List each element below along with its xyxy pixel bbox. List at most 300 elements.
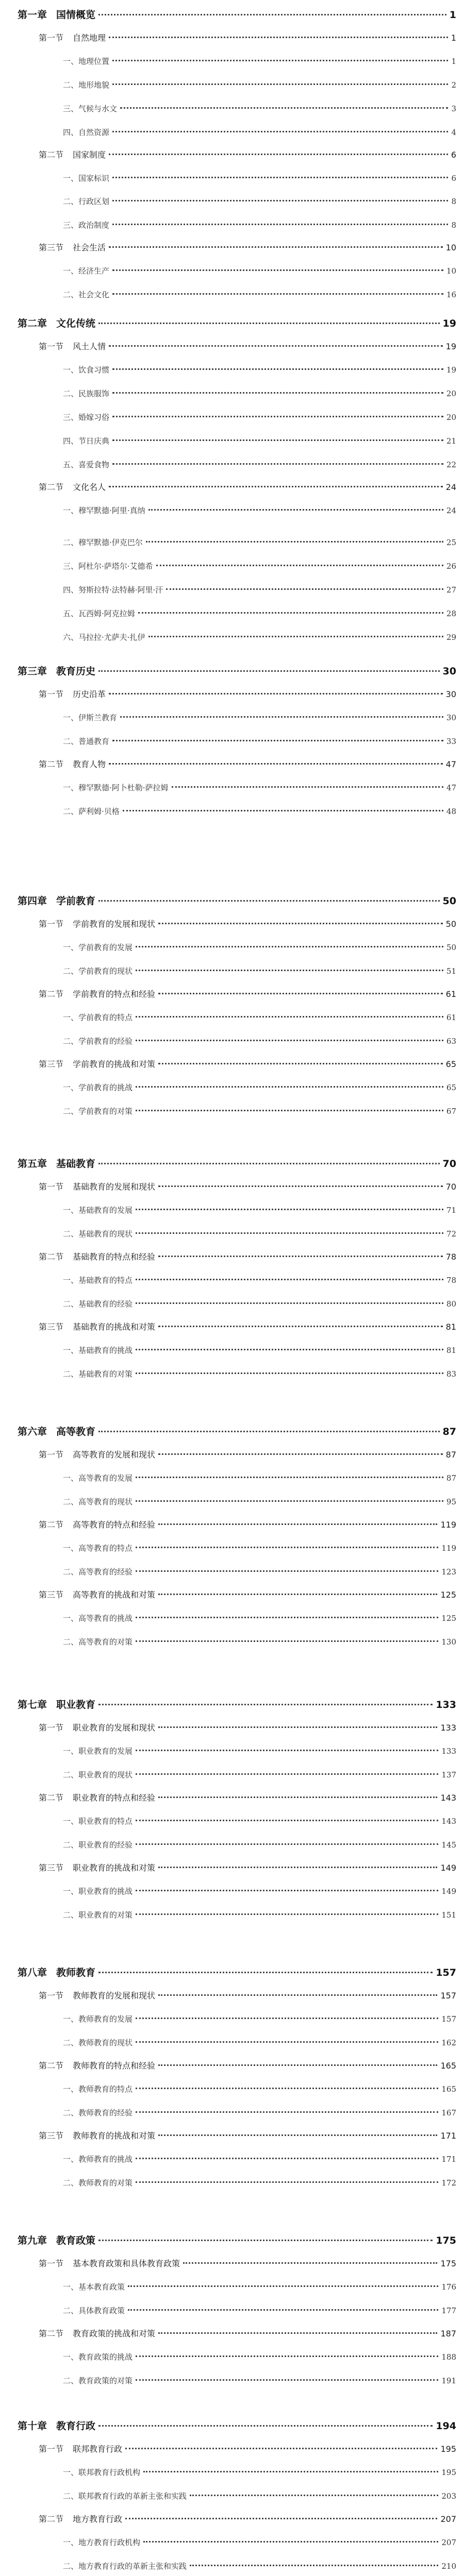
dot-leader <box>98 323 440 324</box>
toc-page-number: 4 <box>451 128 456 137</box>
toc-number: 第一节 <box>39 1991 64 2001</box>
toc-page-number: 16 <box>446 290 456 299</box>
toc-item-row[interactable] <box>63 1638 456 1646</box>
toc-section-row[interactable] <box>39 1724 456 1732</box>
toc-chapter-row[interactable] <box>18 319 456 329</box>
toc-item-row[interactable] <box>63 1475 456 1482</box>
toc-number: 第二节 <box>39 2514 64 2524</box>
toc-title: 二、基础教育的对策 <box>63 1369 133 1379</box>
toc-page-number: 19 <box>445 342 456 351</box>
toc-chapter-row[interactable] <box>18 2421 456 2431</box>
toc-item-row[interactable] <box>63 1300 456 1308</box>
toc-number: 第七章 <box>18 1699 47 1710</box>
toc-section-row[interactable] <box>39 1183 456 1191</box>
toc-page-number: 207 <box>441 2538 456 2547</box>
toc-page-number: 81 <box>446 1346 456 1355</box>
toc-title: 一、地方教育行政机构 <box>63 2538 141 2547</box>
toc-page-number: 20 <box>446 413 456 422</box>
toc-title: 高等教育的特点和经验 <box>73 1520 156 1530</box>
toc-title: 教育政策 <box>56 2235 96 2246</box>
toc-page-number: 3 <box>451 104 456 113</box>
toc-section-row[interactable] <box>39 1521 456 1529</box>
toc-number: 第九章 <box>18 2235 47 2246</box>
dot-leader <box>109 763 443 765</box>
toc-item-row[interactable] <box>63 2283 456 2291</box>
toc-title: 一、穆罕默德·阿卜杜勒·萨拉姆 <box>63 783 169 792</box>
toc-item-row[interactable] <box>63 1207 456 1214</box>
toc-page-number: 50 <box>445 919 456 929</box>
toc-section-row[interactable] <box>39 920 456 928</box>
toc-title: 基础教育的发展和现状 <box>73 1182 156 1192</box>
toc-title: 二、基础教育的现状 <box>63 1229 133 1239</box>
toc-page-number: 51 <box>446 967 456 976</box>
dot-leader <box>112 224 448 225</box>
toc-number: 第一节 <box>39 1723 64 1733</box>
toc-item-row[interactable] <box>63 610 456 618</box>
dot-leader <box>112 131 448 132</box>
toc-item-row[interactable] <box>63 366 456 374</box>
dot-leader <box>136 2111 438 2113</box>
toc-page-number: 177 <box>441 2306 456 2315</box>
toc-page-number: 6 <box>451 174 456 183</box>
toc-title: 二、地方教育行政的革新主张和实践 <box>63 2562 187 2571</box>
toc-page-number: 8 <box>451 197 456 206</box>
toc-title: 一、教育政策的挑战 <box>63 2352 133 2362</box>
toc-number: 第十章 <box>18 2420 47 2432</box>
dot-leader <box>112 293 443 295</box>
toc-title: 一、教师教育的特点 <box>63 2084 133 2094</box>
toc-section-row[interactable] <box>39 2062 456 2070</box>
toc-item-row[interactable] <box>63 2307 456 2315</box>
toc-item-row[interactable] <box>63 1230 456 1238</box>
toc-section-row[interactable] <box>39 1060 456 1069</box>
toc-section-row[interactable] <box>39 760 456 769</box>
toc-number: 第三章 <box>18 666 47 677</box>
dot-leader <box>98 1972 433 1973</box>
toc-page-number: 87 <box>442 1426 456 1437</box>
toc-chapter-row[interactable] <box>18 896 456 906</box>
toc-page-number: 125 <box>441 1614 456 1623</box>
toc-page-number: 172 <box>441 2178 456 2188</box>
dot-leader <box>136 1302 443 1304</box>
toc-number: 第二章 <box>18 318 47 329</box>
toc-title: 教师教育的发展和现状 <box>73 1991 156 2001</box>
toc-title: 一、基础教育的特点 <box>63 1276 133 1285</box>
toc-title: 五、喜爱食物 <box>63 460 110 469</box>
dot-leader <box>136 1547 438 1548</box>
toc-item-row[interactable] <box>63 634 456 641</box>
toc-item-row[interactable] <box>63 586 456 594</box>
toc-title: 联邦教育行政 <box>73 2444 123 2454</box>
toc-chapter-row[interactable] <box>18 1700 456 1710</box>
toc-item-row[interactable] <box>63 2377 456 2385</box>
toc-title: 四、努斯拉特·法特赫·阿里·汗 <box>63 585 163 595</box>
toc-item-row[interactable] <box>63 81 456 89</box>
toc-item-row[interactable] <box>63 175 456 182</box>
toc-number: 第一节 <box>39 689 64 699</box>
toc-title: 一、基础教育的发展 <box>63 1206 133 1215</box>
toc-page-number: 130 <box>441 1637 456 1647</box>
toc-title: 基础教育 <box>56 1158 96 1170</box>
toc-item-row[interactable] <box>63 1038 456 1045</box>
toc-item-row[interactable] <box>63 808 456 816</box>
dot-leader <box>109 246 443 248</box>
toc-title: 三、政治制度 <box>63 221 110 230</box>
toc-item-row[interactable] <box>63 2015 456 2023</box>
toc-item-row[interactable] <box>63 738 456 745</box>
toc-item-row[interactable] <box>63 2109 456 2117</box>
toc-page-number: 63 <box>446 1037 456 1046</box>
toc-section-row[interactable] <box>39 1992 456 2000</box>
toc-item-row[interactable] <box>63 390 456 398</box>
toc-page-number: 133 <box>436 1699 456 1710</box>
toc-title: 国家制度 <box>73 150 106 160</box>
dot-leader <box>98 900 440 902</box>
toc-page-number: 1 <box>451 33 456 43</box>
toc-item-row[interactable] <box>63 2179 456 2187</box>
toc-item-row[interactable] <box>63 539 456 547</box>
toc-title: 一、职业教育的挑战 <box>63 1887 133 1896</box>
toc-section-row[interactable] <box>39 1591 456 1599</box>
dot-leader <box>136 1016 443 1018</box>
toc-page-number: 157 <box>440 1991 456 2001</box>
toc-item-row[interactable] <box>63 1498 456 1506</box>
toc-section-row[interactable] <box>39 2330 456 2338</box>
toc-item-row[interactable] <box>63 1748 456 1755</box>
toc-item-row[interactable] <box>63 2469 456 2477</box>
toc-page-number: 80 <box>446 1299 456 1309</box>
toc-page-number: 10 <box>446 266 456 276</box>
toc-item-row[interactable] <box>63 2539 456 2547</box>
dot-leader <box>148 636 443 637</box>
toc-title: 学前教育的特点和经验 <box>73 989 156 999</box>
dot-leader <box>98 14 446 15</box>
toc-item-row[interactable] <box>63 461 456 469</box>
toc-title: 三、气候与水文 <box>63 104 118 113</box>
toc-title: 二、学前教育的经验 <box>63 1037 133 1046</box>
toc-section-row[interactable] <box>39 2132 456 2140</box>
toc-item-row[interactable] <box>63 1108 456 1115</box>
toc-page-number: 72 <box>446 1229 456 1239</box>
toc-chapter-row[interactable] <box>18 1159 456 1169</box>
toc-page-number: 24 <box>445 482 456 492</box>
toc-item-row[interactable] <box>63 1014 456 1022</box>
toc-title: 基础教育的挑战和对策 <box>73 1322 156 1332</box>
toc-section-row[interactable] <box>39 244 456 252</box>
toc-title: 二、职业教育的经验 <box>63 1840 133 1850</box>
toc-page-number: 65 <box>445 1059 456 1069</box>
toc-item-row[interactable] <box>63 129 456 137</box>
toc-chapter-row[interactable] <box>18 667 456 676</box>
toc-number: 第八章 <box>18 1967 47 1978</box>
toc-title: 二、学前教育的现状 <box>63 967 133 976</box>
toc-number: 第三节 <box>39 1059 64 1069</box>
dot-leader <box>136 1820 438 1821</box>
toc-item-row[interactable] <box>63 944 456 952</box>
toc-page-number: 87 <box>446 1473 456 1483</box>
toc-page-number: 61 <box>446 1013 456 1022</box>
toc-page-number: 165 <box>440 2061 456 2071</box>
toc-item-row[interactable] <box>63 784 456 792</box>
toc-title: 国情概览 <box>56 9 96 21</box>
toc-item-row[interactable] <box>63 198 456 206</box>
toc-page-number: 78 <box>445 1252 456 1262</box>
toc-page-number: 1 <box>449 9 456 21</box>
toc-section-row[interactable] <box>39 1451 456 1459</box>
toc-page-number: 47 <box>446 783 456 792</box>
toc-page-number: 29 <box>446 633 456 642</box>
toc-title: 二、教育政策的对策 <box>63 2376 133 2385</box>
dot-leader <box>158 1594 437 1595</box>
toc-title: 一、职业教育的发展 <box>63 1747 133 1756</box>
toc-item-row[interactable] <box>63 267 456 275</box>
dot-leader <box>112 368 443 370</box>
toc-title: 教师教育的特点和经验 <box>73 2061 156 2071</box>
dot-leader <box>158 1523 437 1525</box>
dot-leader <box>172 786 443 788</box>
dot-leader <box>112 463 443 465</box>
toc-title: 一、职业教育的特点 <box>63 1817 133 1826</box>
toc-chapter-row[interactable] <box>18 1968 456 1978</box>
toc-section-row[interactable] <box>39 1253 456 1261</box>
toc-title: 一、联邦教育行政机构 <box>63 2468 141 2477</box>
toc-title: 二、教师教育的对策 <box>63 2178 133 2188</box>
toc-chapter-row[interactable] <box>18 10 456 20</box>
dot-leader <box>136 2355 438 2357</box>
toc-page-number: 22 <box>446 460 456 469</box>
dot-leader <box>136 2181 438 2183</box>
toc-page-number: 195 <box>441 2468 456 2477</box>
dot-leader <box>143 2541 438 2543</box>
toc-title: 一、教师教育的发展 <box>63 2014 133 2024</box>
toc-number: 第二节 <box>39 1252 64 1262</box>
toc-item-row[interactable] <box>63 437 456 445</box>
toc-item-row[interactable] <box>63 2493 456 2500</box>
toc-title: 高等教育的挑战和对策 <box>73 1590 156 1600</box>
toc-item-row[interactable] <box>63 1911 456 1919</box>
toc-title: 地方教育行政 <box>73 2514 123 2524</box>
toc-title: 风土人情 <box>73 342 106 351</box>
toc-page-number: 195 <box>440 2444 456 2454</box>
toc-item-row[interactable] <box>63 1370 456 1378</box>
dot-leader <box>136 1890 438 1891</box>
dot-leader <box>112 269 443 271</box>
toc-item-row[interactable] <box>63 1568 456 1576</box>
toc-item-row[interactable] <box>63 714 456 722</box>
toc-page-number: 123 <box>441 1567 456 1577</box>
toc-item-row[interactable] <box>63 2086 456 2093</box>
toc-item-row[interactable] <box>63 1084 456 1092</box>
toc-title: 一、饮食习惯 <box>63 365 110 375</box>
dot-leader <box>136 1773 438 1775</box>
dot-leader <box>128 2309 438 2311</box>
toc-title: 二、民族服饰 <box>63 389 110 398</box>
dot-leader <box>158 1256 443 1257</box>
toc-title: 学前教育 <box>56 895 96 907</box>
dot-leader <box>158 2064 437 2066</box>
dot-leader <box>136 1477 443 1478</box>
toc-page-number: 50 <box>442 895 456 907</box>
toc-page-number: 143 <box>440 1793 456 1803</box>
dot-leader <box>112 416 443 417</box>
dot-leader <box>136 946 443 947</box>
toc-title: 二、高等教育的经验 <box>63 1567 133 1577</box>
toc-item-row[interactable] <box>63 1545 456 1552</box>
toc-item-row[interactable] <box>63 222 456 229</box>
dot-leader <box>158 1797 437 1798</box>
toc-title: 一、地理位置 <box>63 57 110 66</box>
toc-page-number: 149 <box>440 1863 456 1873</box>
toc-number: 第三节 <box>39 2131 64 2141</box>
toc-item-row[interactable] <box>63 2353 456 2361</box>
toc-item-row[interactable] <box>63 1888 456 1895</box>
toc-page-number: 162 <box>441 2038 456 2047</box>
dot-leader <box>98 2425 433 2427</box>
toc-item-row[interactable] <box>63 58 456 65</box>
toc-page-number: 83 <box>446 1369 456 1379</box>
toc-title: 一、穆罕默德·阿里·真纳 <box>63 506 145 515</box>
toc-item-row[interactable] <box>63 2156 456 2163</box>
dot-leader <box>190 2495 438 2496</box>
dot-leader <box>112 439 443 441</box>
toc-number: 第一章 <box>18 9 47 21</box>
toc-item-row[interactable] <box>63 1277 456 1284</box>
toc-title: 二、具体教育政策 <box>63 2306 125 2315</box>
dot-leader <box>136 1209 443 1210</box>
dot-leader <box>136 2088 438 2089</box>
toc-title: 二、萨利姆·贝格 <box>63 807 120 816</box>
dot-leader <box>136 1640 438 1642</box>
toc-number: 第三节 <box>39 243 64 252</box>
toc-section-row[interactable] <box>39 151 456 159</box>
toc-title: 一、学前教育的挑战 <box>63 1083 133 1092</box>
toc-page-number: 28 <box>446 609 456 618</box>
toc-page-number: 50 <box>446 943 456 952</box>
toc-title: 二、基础教育的经验 <box>63 1299 133 1309</box>
toc-number: 第一节 <box>39 2259 64 2268</box>
toc-number: 第二节 <box>39 1793 64 1803</box>
dot-leader <box>136 1372 443 1374</box>
toc-title: 教师教育 <box>56 1967 96 1978</box>
toc-page-number: 1 <box>451 57 456 66</box>
toc-number: 第一节 <box>39 342 64 351</box>
toc-page-number: 165 <box>441 2084 456 2094</box>
toc-title: 五、瓦西姆·阿克拉姆 <box>63 609 135 618</box>
dot-leader <box>158 1326 443 1327</box>
toc-chapter-row[interactable] <box>18 1427 456 1437</box>
toc-title: 一、伊斯兰教育 <box>63 713 118 722</box>
toc-page-number: 65 <box>446 1083 456 1092</box>
toc-page-number: 157 <box>436 1967 456 1978</box>
toc-item-row[interactable] <box>63 1615 456 1622</box>
dot-leader <box>136 1086 443 1088</box>
toc-page-number: 87 <box>445 1450 456 1460</box>
toc-item-row[interactable] <box>63 2039 456 2047</box>
dot-leader <box>138 612 443 614</box>
toc-page-number: 81 <box>445 1322 456 1332</box>
dot-leader <box>146 541 443 543</box>
toc-item-row[interactable] <box>63 1818 456 1825</box>
dot-leader <box>98 670 440 672</box>
toc-item-row[interactable] <box>63 1771 456 1779</box>
toc-section-row[interactable] <box>39 343 456 351</box>
toc-section-row[interactable] <box>39 483 456 492</box>
toc-page-number: 210 <box>441 2562 456 2571</box>
dot-leader <box>148 509 443 511</box>
toc-title: 二、教师教育的现状 <box>63 2038 133 2047</box>
toc-item-row[interactable] <box>63 291 456 299</box>
toc-page-number: 30 <box>442 666 456 677</box>
toc-chapter-row[interactable] <box>18 2236 456 2246</box>
toc-item-row[interactable] <box>63 563 456 570</box>
toc-title: 一、学前教育的特点 <box>63 1013 133 1022</box>
toc-section-row[interactable] <box>39 1864 456 1872</box>
toc-title: 教育政策的挑战和对策 <box>73 2329 156 2338</box>
toc-title: 一、国家标识 <box>63 174 110 183</box>
toc-title: 三、阿杜尔·萨塔尔·艾德希 <box>63 562 153 571</box>
toc-section-row[interactable] <box>39 1794 456 1802</box>
dot-leader <box>136 1843 438 1845</box>
toc-section-row[interactable] <box>39 2445 456 2453</box>
toc-section-row[interactable] <box>39 1323 456 1331</box>
dot-leader <box>109 37 448 38</box>
dot-leader <box>136 1279 443 1280</box>
toc-title: 职业教育的挑战和对策 <box>73 1863 156 1873</box>
toc-item-row[interactable] <box>63 105 456 113</box>
toc-title: 二、高等教育的对策 <box>63 1637 133 1647</box>
toc-page-number: 21 <box>446 436 456 446</box>
toc-title: 职业教育的特点和经验 <box>73 1793 156 1803</box>
dot-leader <box>136 2158 438 2159</box>
toc-item-row[interactable] <box>63 1347 456 1354</box>
dot-leader <box>158 2134 437 2136</box>
toc-page-number: 33 <box>446 737 456 746</box>
toc-item-row[interactable] <box>63 968 456 975</box>
toc-section-row[interactable] <box>39 690 456 699</box>
toc-page-number: 207 <box>440 2514 456 2524</box>
toc-page-number: 133 <box>440 1723 456 1733</box>
toc-page-number: 176 <box>441 2282 456 2292</box>
toc-page-number: 149 <box>441 1887 456 1896</box>
toc-title: 二、普通教育 <box>63 737 110 746</box>
dot-leader <box>109 693 443 694</box>
dot-leader <box>125 2518 437 2519</box>
toc-section-row[interactable] <box>39 2260 456 2268</box>
toc-title: 文化传统 <box>56 318 96 329</box>
toc-page-number: 27 <box>446 585 456 595</box>
dot-leader <box>112 177 448 178</box>
toc-title: 一、高等教育的发展 <box>63 1473 133 1483</box>
toc-title: 二、地形地貌 <box>63 80 110 90</box>
toc-item-row[interactable] <box>63 507 456 515</box>
toc-page-number: 30 <box>445 689 456 699</box>
dot-leader <box>136 2379 438 2381</box>
toc-item-row[interactable] <box>63 414 456 421</box>
toc-number: 第二节 <box>39 150 64 160</box>
toc-section-row[interactable] <box>39 2515 456 2523</box>
toc-number: 第五章 <box>18 1158 47 1170</box>
toc-number: 第一节 <box>39 2444 64 2454</box>
toc-item-row[interactable] <box>63 2563 456 2570</box>
toc-page-number: 194 <box>436 2420 456 2432</box>
toc-item-row[interactable] <box>63 1841 456 1849</box>
toc-page-number: 119 <box>441 1544 456 1553</box>
toc-page-number: 8 <box>451 221 456 230</box>
toc-section-row[interactable] <box>39 34 456 42</box>
toc-section-row[interactable] <box>39 990 456 998</box>
toc-page-number: 191 <box>441 2376 456 2385</box>
dot-leader <box>158 1453 443 1455</box>
